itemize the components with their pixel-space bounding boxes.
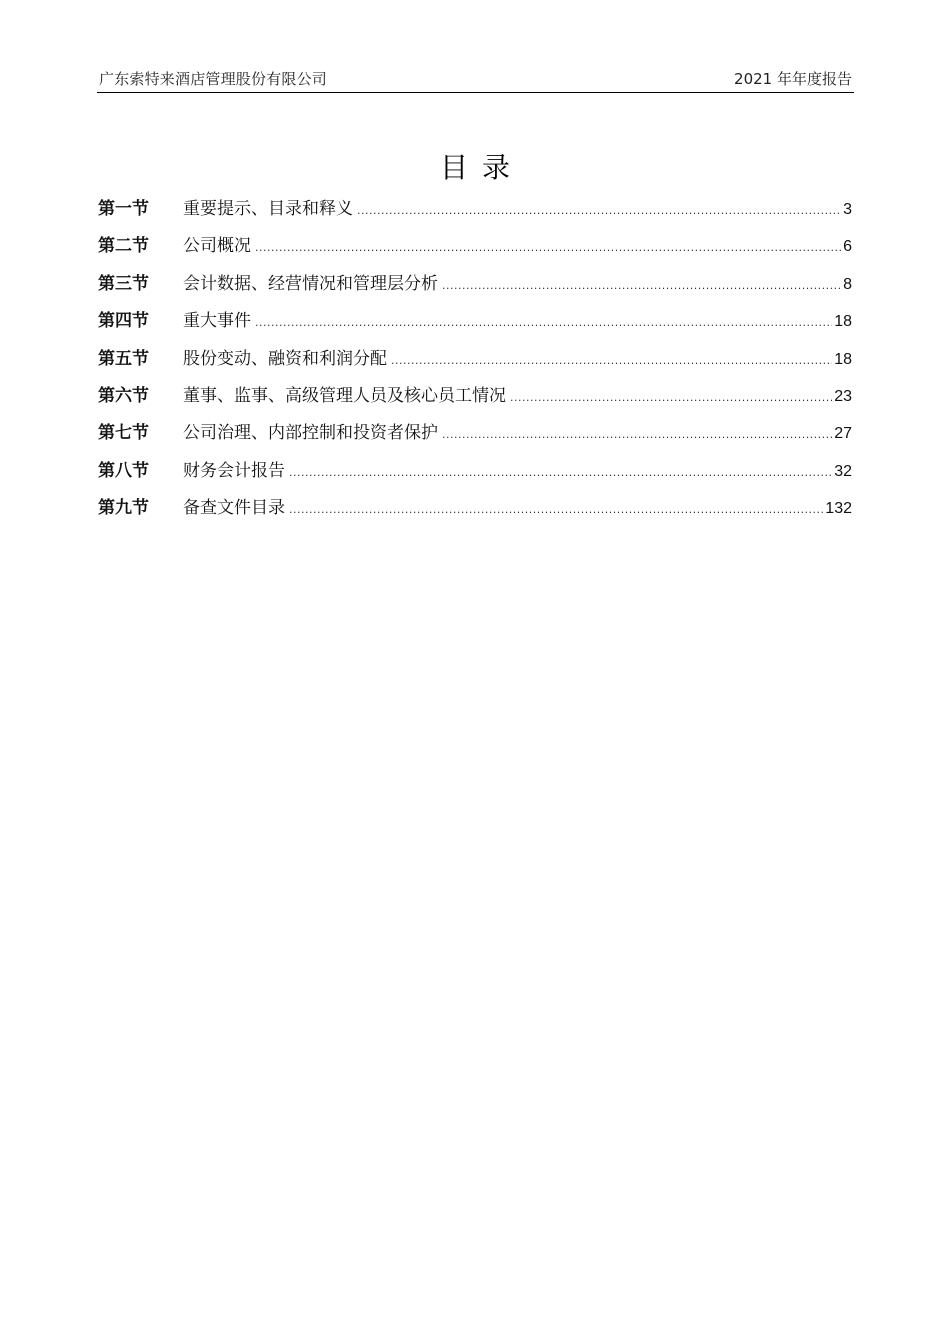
toc-page-number: 3 — [843, 201, 852, 218]
toc-section-heading: 董事、监事、高级管理人员及核心员工情况 — [183, 385, 506, 406]
toc-section-heading: 公司概况 — [183, 236, 251, 257]
toc-entry[interactable] — [98, 195, 852, 232]
toc-page-number: 23 — [834, 387, 852, 405]
toc-section-number: 第六节 — [98, 385, 149, 406]
toc-page-number: 32 — [834, 462, 852, 480]
toc-section-number: 第八节 — [98, 460, 149, 481]
toc-section-heading: 重要提示、目录和释义 — [183, 199, 353, 219]
toc-section-heading: 股份变动、融资和利润分配 — [183, 348, 387, 369]
toc-section-number: 第九节 — [98, 498, 149, 519]
toc-dot-leader — [510, 384, 832, 412]
toc-page-number: 27 — [834, 425, 852, 443]
toc-page-number: 18 — [834, 313, 852, 331]
toc-section-heading: 公司治理、内部控制和投资者保护 — [183, 423, 438, 444]
toc-section-number: 第三节 — [98, 273, 149, 294]
toc-entry[interactable] — [98, 382, 852, 419]
toc-dot-leader — [357, 197, 841, 225]
toc-dot-leader — [289, 496, 823, 524]
toc-section-heading: 会计数据、经营情况和管理层分析 — [183, 273, 438, 294]
toc-entry[interactable] — [98, 457, 852, 494]
toc-entry[interactable] — [98, 270, 852, 307]
toc-section-number: 第七节 — [98, 423, 149, 444]
toc-page-number: 8 — [843, 275, 852, 293]
toc-section-number: 第二节 — [98, 236, 149, 257]
toc-page-number: 18 — [834, 350, 852, 368]
header-report-title: 2021 年年度报告 — [734, 70, 852, 88]
toc-entry[interactable] — [98, 494, 852, 531]
toc-section-number: 第四节 — [98, 311, 149, 332]
toc-section-number: 第五节 — [98, 348, 149, 369]
toc-entry[interactable] — [98, 307, 852, 344]
toc-dot-leader — [442, 272, 841, 300]
toc-dot-leader — [391, 347, 832, 375]
toc-section-heading: 财务会计报告 — [183, 460, 285, 481]
page-header — [97, 66, 854, 93]
toc-section-heading: 重大事件 — [183, 311, 251, 332]
toc-entry[interactable] — [98, 232, 852, 269]
toc-dot-leader — [289, 459, 832, 487]
toc-dot-leader — [255, 309, 832, 337]
toc-title: 目录 — [439, 151, 524, 184]
toc-section-number: 第一节 — [98, 199, 149, 219]
toc-page-number: 6 — [843, 238, 852, 256]
toc-section-heading: 备查文件目录 — [183, 498, 285, 519]
toc-entry[interactable] — [98, 345, 852, 382]
table-of-contents — [98, 195, 852, 532]
toc-dot-leader — [442, 421, 832, 449]
header-company-name: 广东索特来酒店管理股份有限公司 — [99, 70, 328, 88]
toc-entry[interactable] — [98, 419, 852, 456]
toc-page-number: 132 — [825, 500, 852, 518]
toc-dot-leader — [255, 234, 841, 262]
